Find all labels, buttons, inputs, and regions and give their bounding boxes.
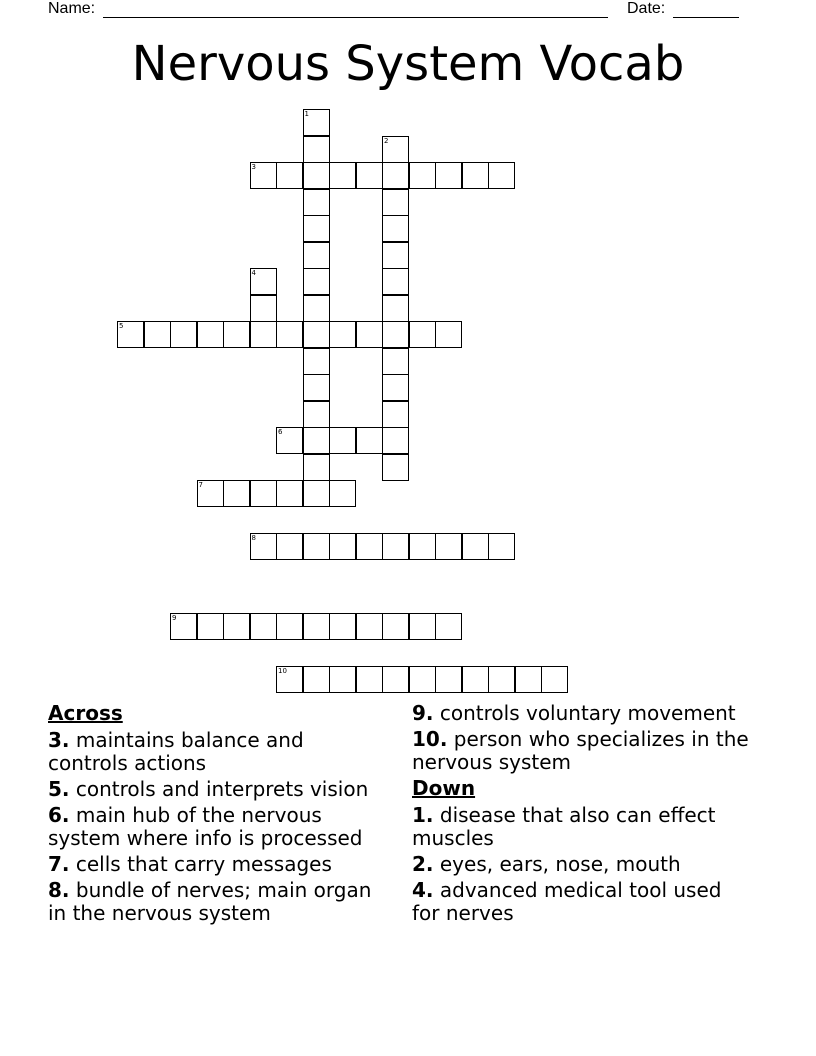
clue-number-label: 7 bbox=[198, 481, 203, 489]
grid-cell[interactable] bbox=[435, 321, 462, 348]
grid-cell[interactable] bbox=[382, 242, 409, 269]
grid-cell[interactable] bbox=[488, 666, 515, 693]
grid-cell[interactable] bbox=[303, 374, 330, 401]
across-heading: Across bbox=[48, 701, 123, 725]
grid-cell[interactable] bbox=[303, 109, 330, 136]
grid-cell[interactable] bbox=[276, 427, 303, 454]
grid-cell[interactable] bbox=[409, 321, 436, 348]
grid-cell[interactable] bbox=[435, 666, 462, 693]
clue-number: 6. bbox=[48, 803, 70, 827]
date-label: Date: bbox=[627, 0, 666, 17]
page-title: Nervous System Vocab bbox=[131, 36, 685, 92]
grid-cell[interactable] bbox=[462, 162, 489, 189]
clue-across-9 bbox=[412, 702, 752, 725]
grid-cell[interactable] bbox=[462, 533, 489, 560]
grid-cell[interactable] bbox=[409, 666, 436, 693]
clue-number: 7. bbox=[48, 852, 70, 876]
grid-cell[interactable] bbox=[197, 613, 224, 640]
grid-cell[interactable] bbox=[382, 215, 409, 242]
down-heading: Down bbox=[412, 776, 476, 800]
clue-across-6 bbox=[48, 804, 388, 850]
grid-cell[interactable] bbox=[276, 162, 303, 189]
grid-cell[interactable] bbox=[303, 321, 330, 348]
grid-cell[interactable] bbox=[170, 321, 197, 348]
grid-cell[interactable] bbox=[435, 533, 462, 560]
grid-cell[interactable] bbox=[382, 189, 409, 216]
clue-text: disease that also can effect muscles bbox=[412, 803, 716, 850]
grid-cell[interactable] bbox=[276, 666, 303, 693]
grid-cell[interactable] bbox=[382, 295, 409, 322]
grid-cell[interactable] bbox=[303, 427, 330, 454]
clue-number-label: 1 bbox=[304, 110, 309, 118]
grid-cell[interactable] bbox=[303, 666, 330, 693]
grid-cell[interactable] bbox=[303, 268, 330, 295]
grid-cell[interactable] bbox=[435, 613, 462, 640]
clue-number-label: 8 bbox=[251, 534, 256, 542]
clue-across-3 bbox=[48, 729, 388, 775]
clues-right-column bbox=[412, 702, 752, 928]
clue-across-8 bbox=[48, 879, 388, 925]
clue-number-label: 5 bbox=[119, 322, 124, 330]
name-field[interactable] bbox=[103, 0, 608, 18]
grid-cell[interactable] bbox=[303, 613, 330, 640]
grid-cell[interactable] bbox=[250, 295, 277, 322]
grid-cell[interactable] bbox=[144, 321, 171, 348]
clue-number: 4. bbox=[412, 878, 434, 902]
grid-cell[interactable] bbox=[303, 454, 330, 481]
grid-cell[interactable] bbox=[329, 321, 356, 348]
grid-cell[interactable] bbox=[462, 666, 489, 693]
clue-number: 5. bbox=[48, 777, 70, 801]
grid-cell[interactable] bbox=[382, 533, 409, 560]
clues-left-column bbox=[48, 702, 388, 928]
grid-cell[interactable] bbox=[250, 162, 277, 189]
name-label: Name: bbox=[48, 0, 96, 17]
clue-number-label: 2 bbox=[384, 136, 389, 145]
grid-cell[interactable] bbox=[250, 268, 277, 295]
grid-cell[interactable] bbox=[382, 427, 409, 454]
grid-cell[interactable] bbox=[382, 268, 409, 295]
clue-number: 3. bbox=[48, 728, 70, 752]
clue-text: main hub of the nervous system where info is processed bbox=[48, 803, 363, 850]
grid-cell[interactable] bbox=[329, 480, 356, 507]
grid-cell[interactable] bbox=[117, 321, 144, 348]
clue-number: 9. bbox=[412, 701, 434, 725]
grid-cell[interactable] bbox=[250, 613, 277, 640]
grid-cell[interactable] bbox=[382, 374, 409, 401]
grid-cell[interactable] bbox=[356, 666, 383, 693]
clue-number-label: 3 bbox=[251, 163, 256, 171]
grid-cell[interactable] bbox=[329, 533, 356, 560]
clue-across-5 bbox=[48, 778, 388, 801]
grid-cell[interactable] bbox=[276, 480, 303, 507]
grid-cell[interactable] bbox=[303, 215, 330, 242]
clue-across-7 bbox=[48, 853, 388, 876]
grid-cell[interactable] bbox=[382, 136, 409, 163]
grid-cell[interactable] bbox=[356, 613, 383, 640]
clue-text: cells that carry messages bbox=[75, 852, 332, 876]
clue-down-2 bbox=[412, 853, 752, 876]
grid-cell[interactable] bbox=[356, 321, 383, 348]
grid-cell[interactable] bbox=[276, 321, 303, 348]
clue-number: 1. bbox=[412, 803, 434, 827]
grid-cell[interactable] bbox=[329, 162, 356, 189]
clue-number: 2. bbox=[412, 852, 434, 876]
clue-text: bundle of nerves; main organ in the nervous system bbox=[48, 878, 372, 925]
clue-number-label: 9 bbox=[172, 613, 177, 622]
grid-cell[interactable] bbox=[382, 401, 409, 428]
grid-cell[interactable] bbox=[382, 162, 409, 189]
grid-cell[interactable] bbox=[329, 427, 356, 454]
grid-cell[interactable] bbox=[303, 295, 330, 322]
grid-cell[interactable] bbox=[276, 613, 303, 640]
grid-cell[interactable] bbox=[276, 533, 303, 560]
grid-cell[interactable] bbox=[303, 162, 330, 189]
grid-cell[interactable] bbox=[356, 427, 383, 454]
grid-cell[interactable] bbox=[250, 480, 277, 507]
clue-number: 10. bbox=[412, 727, 448, 751]
clue-text: advanced medical tool used for nerves bbox=[412, 878, 722, 925]
clue-number-label: 6 bbox=[278, 428, 283, 436]
grid-cell[interactable] bbox=[303, 480, 330, 507]
grid-cell[interactable] bbox=[250, 321, 277, 348]
grid-cell[interactable] bbox=[382, 321, 409, 348]
grid-cell[interactable] bbox=[356, 162, 383, 189]
grid-cell[interactable] bbox=[223, 613, 250, 640]
grid-cell[interactable] bbox=[197, 321, 224, 348]
clue-down-4 bbox=[412, 879, 752, 925]
grid-cell[interactable] bbox=[223, 321, 250, 348]
grid-cell[interactable] bbox=[409, 162, 436, 189]
grid-cell[interactable] bbox=[488, 533, 515, 560]
grid-cell[interactable] bbox=[223, 480, 250, 507]
grid-cell[interactable] bbox=[515, 666, 542, 693]
clue-text: eyes, ears, nose, mouth bbox=[439, 852, 681, 876]
grid-cell[interactable] bbox=[303, 401, 330, 428]
grid-cell[interactable] bbox=[250, 533, 277, 560]
grid-cell[interactable] bbox=[303, 189, 330, 216]
grid-cell[interactable] bbox=[382, 454, 409, 481]
clue-text: maintains balance and controls actions bbox=[48, 728, 304, 775]
clue-text: controls and interprets vision bbox=[75, 777, 369, 801]
clue-down-1 bbox=[412, 804, 752, 850]
grid-cell[interactable] bbox=[303, 348, 330, 375]
grid-cell[interactable] bbox=[382, 348, 409, 375]
clue-text: controls voluntary movement bbox=[439, 701, 736, 725]
grid-cell[interactable] bbox=[382, 613, 409, 640]
clue-across-10 bbox=[412, 728, 752, 774]
grid-cell[interactable] bbox=[329, 613, 356, 640]
grid-cell[interactable] bbox=[409, 533, 436, 560]
grid-cell[interactable] bbox=[409, 613, 436, 640]
clue-number: 8. bbox=[48, 878, 70, 902]
grid-cell[interactable] bbox=[303, 136, 330, 163]
grid-cell[interactable] bbox=[329, 666, 356, 693]
clue-number-label: 10 bbox=[278, 666, 287, 675]
grid-cell[interactable] bbox=[488, 162, 515, 189]
grid-cell[interactable] bbox=[303, 242, 330, 269]
grid-cell[interactable] bbox=[197, 480, 224, 507]
clue-number-label: 4 bbox=[251, 269, 256, 277]
date-field[interactable] bbox=[673, 0, 739, 18]
grid-cell[interactable] bbox=[435, 162, 462, 189]
clue-text: person who specializes in the nervous system bbox=[412, 727, 749, 774]
grid-cell[interactable] bbox=[170, 613, 197, 640]
grid-cell[interactable] bbox=[356, 533, 383, 560]
grid-cell[interactable] bbox=[303, 533, 330, 560]
grid-cell[interactable] bbox=[541, 666, 568, 693]
grid-cell[interactable] bbox=[382, 666, 409, 693]
